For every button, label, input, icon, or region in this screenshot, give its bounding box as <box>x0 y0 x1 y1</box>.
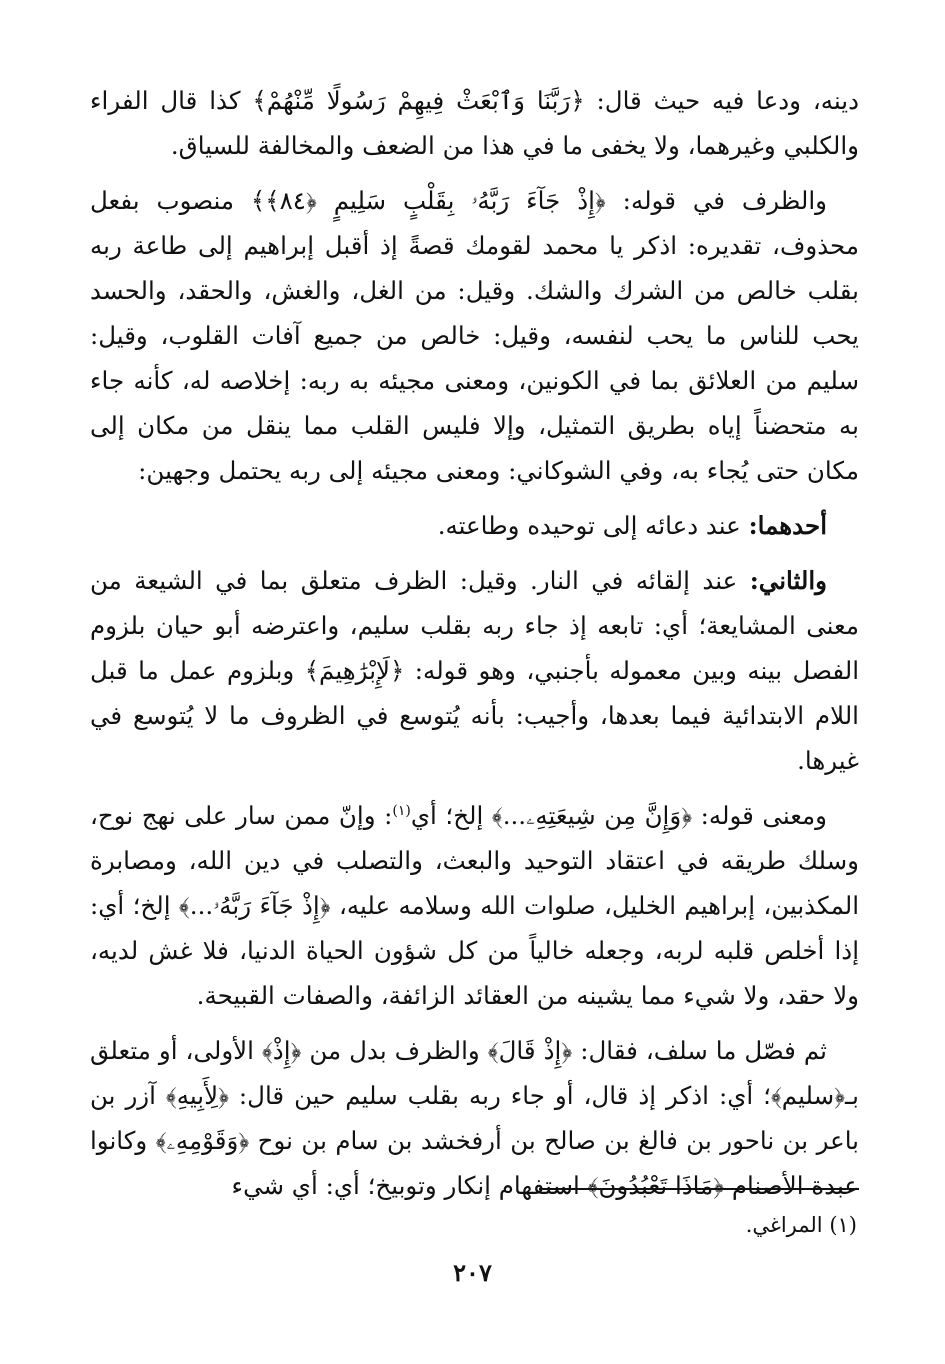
footnote-divider <box>539 1188 859 1190</box>
label-second: والثاني: <box>749 566 827 595</box>
label-first: أحدهما: <box>748 511 827 540</box>
paragraph-first-aspect <box>90 503 859 548</box>
paragraph-6: ثم فصّل ما سلف، فقال: ﴿إِذْ قَالَ﴾ والظرف بدل من ﴿إِذْ﴾ الأولى، أو متعلق بـ﴿سليم﴾؛ أي: اذكر إذ قال، أو جاء ربه بقلب سليم حين قال: ﴿لِأَبِيهِ﴾ آزر بن باعر بن ناحور بن فالغ بن صالح بن أرفخشد بن سام بن نوح ﴿وَقَوْمِهِۦ﴾ وكانوا عبدة الأصنام ﴿مَاذَا تَعْبُدُونَ﴾ استفهام إنكار وتوبيخ؛ أي: أي شيء <box>90 1036 859 1200</box>
footnote: (١) المراغي. <box>745 1213 857 1237</box>
page-number: ٢٠٧ <box>453 1258 492 1287</box>
paragraph-1: دينه، ودعا فيه حيث قال: ﴿رَبَّنَا وَٱبْعَثْ فِيهِمْ رَسُولًا مِّنْهُمْ﴾ كذا قال الفراء والكلبي وغيرهما، ولا يخفى ما في هذا من الضعف والمخالفة للسياق. <box>90 86 859 160</box>
first-aspect-text: عند دعائه إلى توحيده وطاعته. <box>437 511 741 540</box>
second-aspect-text: عند إلقائه في النار. وقيل: الظرف متعلق بما في الشيعة من معنى المشايعة؛ أي: تابعه إذ جاء ربه بقلب سليم، واعترضه أبو حيان بلزوم الفصل بينه وبين معموله بأجنبي، وهو قوله: ﴿لَإِبْرَٰهِيمَ﴾ وبلزوم عمل ما قبل اللام الابتدائية فيما بعدها، وأجيب: بأنه يُتوسع في الظروف ما لا يُتوسع في غيرها. <box>90 566 859 775</box>
paragraph-5-start: ومعنى قوله: ﴿وَإِنَّ مِن شِيعَتِهِۦ...﴾ إلخ؛ أي <box>410 801 828 830</box>
paragraph-2: والظرف في قوله: ﴿إِذْ جَآءَ رَبَّهُۥ بِقَلْبٍ سَلِيمٍ ﴿٨٤﴾﴾ منصوب بفعل محذوف، تقديره: اذكر يا محمد لقومك قصةً إذ أقبل إبراهيم إلى طاعة ربه بقلب خالص من الشرك والشك. وقيل: من الغل، والغش، والحقد، والحسد يحب للناس ما يحب لنفسه، وقيل: خالص من جميع آفات القلوب، وقيل: سليم من العلائق بما في الكونين، ومعنى مجيئه به ربه: إخلاصه له، كأنه جاء به متحضناً إياه بطريق التمثيل، وإلا فليس القلب مما ينقل من مكان إلى مكان حتى يُجاء به، وفي الشوكاني: ومعنى مجيئه إلى ربه يحتمل وجهين: <box>90 186 859 485</box>
paragraph-second-aspect <box>90 558 859 783</box>
footnote-reference: (١) <box>392 802 411 819</box>
paragraph-5 <box>90 793 859 1018</box>
paragraph-5-rest: : وإنّ ممن سار على نهج نوح، وسلك طريقه في اعتقاد التوحيد والبعث، والتصلب في دين الله، ومصابرة المكذبين، إبراهيم الخليل، صلوات الله وسلامه عليه، ﴿إِذْ جَآءَ رَبَّهُۥ...﴾ إلخ؛ أي: إذا أخلص قلبه لربه، وجعله خالياً من كل شؤون الحياة الدنيا، فلا غش لديه، ولا حقد، ولا شيء مما يشينه من العقائد الزائفة، والصفات القبيحة. <box>90 801 859 1010</box>
